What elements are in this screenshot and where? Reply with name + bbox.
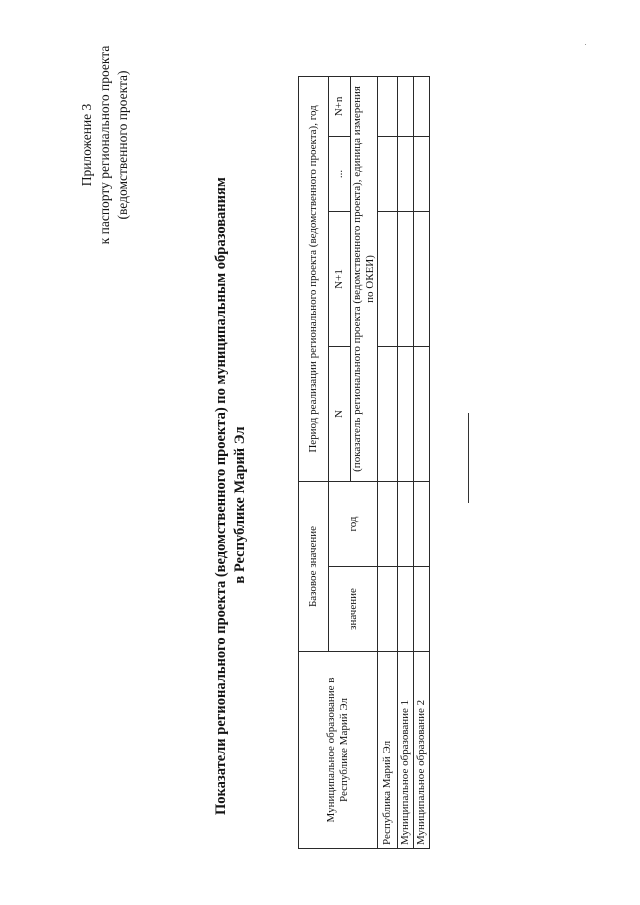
table-cell [398, 211, 414, 346]
table-cell [378, 76, 398, 136]
table-cell [414, 481, 430, 566]
table-row [398, 76, 414, 848]
header-year-ellipsis: ... [329, 136, 351, 211]
document-title-line-1: Показатели регионального проекта (ведомственного проекта) по муниципальным образованиям [213, 177, 229, 815]
header-value: значение [329, 567, 378, 652]
appendix-number: Приложение 3 [79, 103, 94, 187]
row-label-municipality-2: Муниципальное образование 2 [414, 652, 430, 849]
appendix-header [78, 0, 132, 305]
document-title [212, 177, 250, 815]
table-cell [398, 76, 414, 136]
header-base-value: Базовое значение [299, 481, 329, 651]
table-cell [378, 346, 398, 481]
table-cell [378, 567, 398, 652]
table-cell [398, 346, 414, 481]
header-municipality: Муниципальное образование в Республике Марий Эл [299, 652, 378, 849]
table-cell [378, 211, 398, 346]
header-year-n-plus-1: N+1 [329, 211, 351, 346]
table-cell [398, 136, 414, 211]
table-cell [378, 136, 398, 211]
table-cell [414, 136, 430, 211]
row-label-republic: Республика Марий Эл [378, 652, 398, 849]
appendix-subtitle-note: (ведомственного проекта) [115, 70, 130, 220]
table-cell [414, 76, 430, 136]
document-title-line-2: в Республике Марий Эл [232, 426, 248, 584]
header-row-1 [299, 76, 329, 848]
header-year: год [329, 481, 378, 566]
appendix-subtitle: к паспорту регионального проекта [97, 45, 112, 245]
separator-line [468, 413, 469, 503]
table-cell [414, 567, 430, 652]
table-row [378, 76, 398, 848]
header-year-n: N [329, 346, 351, 481]
table-cell [414, 346, 430, 481]
scan-dot [585, 44, 586, 45]
table-cell [398, 481, 414, 566]
row-label-municipality-1: Муниципальное образование 1 [398, 652, 414, 849]
header-year-n-plus-n: N+n [329, 76, 351, 136]
table-cell [398, 567, 414, 652]
header-period: Период реализации регионального проекта (ведомственного проекта), год [299, 76, 329, 481]
table-cell [378, 481, 398, 566]
indicators-table [298, 76, 430, 849]
indicator-description: (показатель регионального проекта (ведомственного проекта), единица измерения по ОКЕИ) [351, 76, 378, 481]
table-row [414, 76, 430, 848]
table-cell [414, 211, 430, 346]
